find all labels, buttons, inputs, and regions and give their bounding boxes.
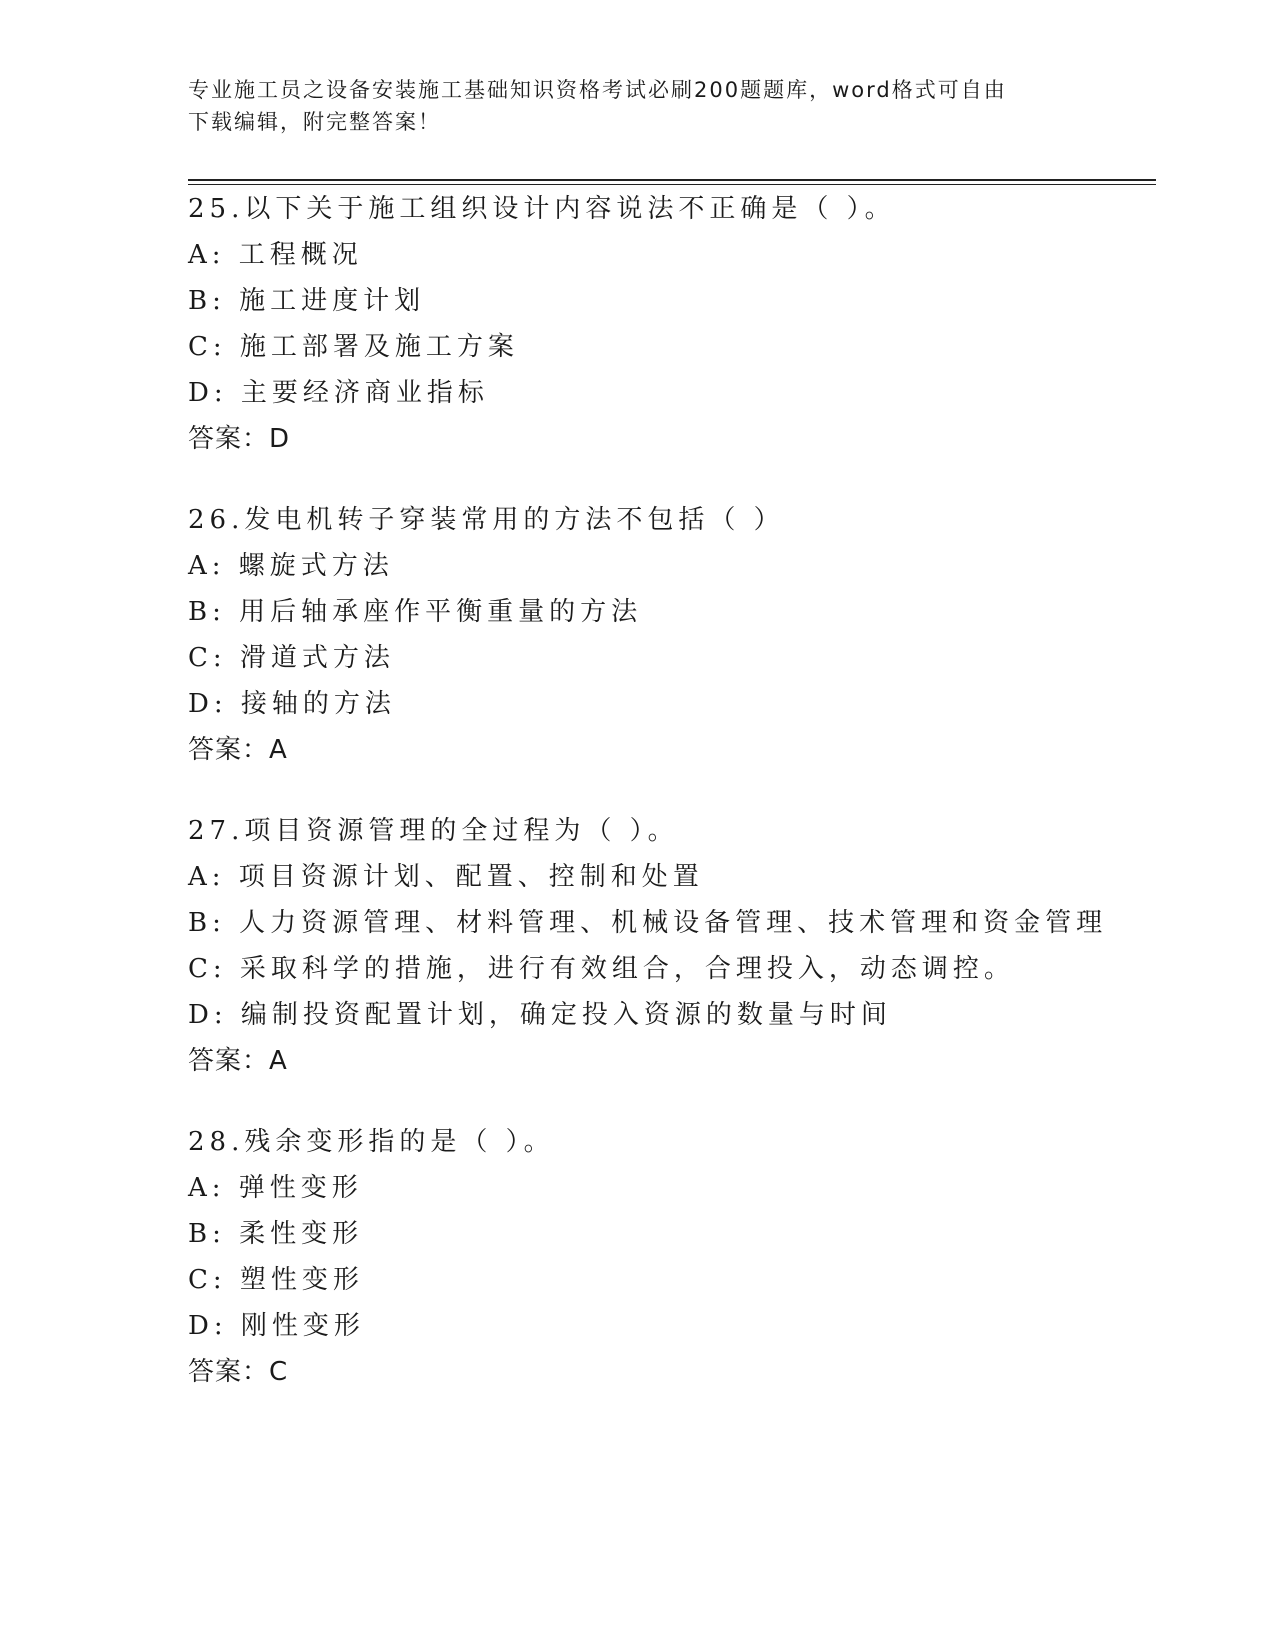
- question-stem: 27.项目资源管理的全过程为（ ）。: [188, 816, 679, 846]
- question-25: [188, 186, 1188, 462]
- option-b: B: 柔性变形: [188, 1219, 364, 1249]
- option-c: C: 塑性变形: [188, 1265, 364, 1295]
- header-divider-thin: [188, 184, 1156, 185]
- option-b: B: 用后轴承座作平衡重量的方法: [188, 597, 643, 627]
- question-27: [188, 808, 1188, 1084]
- header-line-2: 下载编辑，附完整答案！: [188, 110, 441, 134]
- option-a: A: 工程概况: [188, 240, 363, 270]
- answer: 答案：A: [188, 735, 288, 765]
- answer: 答案：C: [188, 1357, 289, 1387]
- option-d: D: 编制投资配置计划，确定投入资源的数量与时间: [188, 1000, 892, 1030]
- question-28: [188, 1119, 1188, 1395]
- option-a: A: 螺旋式方法: [188, 551, 394, 581]
- option-b: B: 人力资源管理、材料管理、机械设备管理、技术管理和资金管理: [188, 908, 1108, 938]
- question-stem: 26.发电机转子穿装常用的方法不包括（ ）: [188, 505, 785, 535]
- option-a: A: 项目资源计划、配置、控制和处置: [188, 862, 704, 892]
- option-b: B: 施工进度计划: [188, 286, 426, 316]
- option-c: C: 滑道式方法: [188, 643, 395, 673]
- document-header: [188, 74, 1088, 138]
- header-divider-thick: [188, 179, 1156, 181]
- header-line-1: 专业施工员之设备安装施工基础知识资格考试必刷200题题库，word格式可自由: [188, 78, 1007, 102]
- answer: 答案：A: [188, 1046, 288, 1076]
- question-stem: 25.以下关于施工组织设计内容说法不正确是（ ）。: [188, 194, 896, 224]
- answer: 答案：D: [188, 424, 291, 454]
- option-d: D: 接轴的方法: [188, 689, 396, 719]
- option-d: D: 刚性变形: [188, 1311, 365, 1341]
- option-d: D: 主要经济商业指标: [188, 378, 489, 408]
- option-c: C: 采取科学的措施，进行有效组合，合理投入，动态调控。: [188, 954, 1015, 984]
- option-a: A: 弹性变形: [188, 1173, 363, 1203]
- question-26: [188, 497, 1188, 773]
- option-c: C: 施工部署及施工方案: [188, 332, 519, 362]
- question-stem: 28.残余变形指的是（ ）。: [188, 1127, 555, 1157]
